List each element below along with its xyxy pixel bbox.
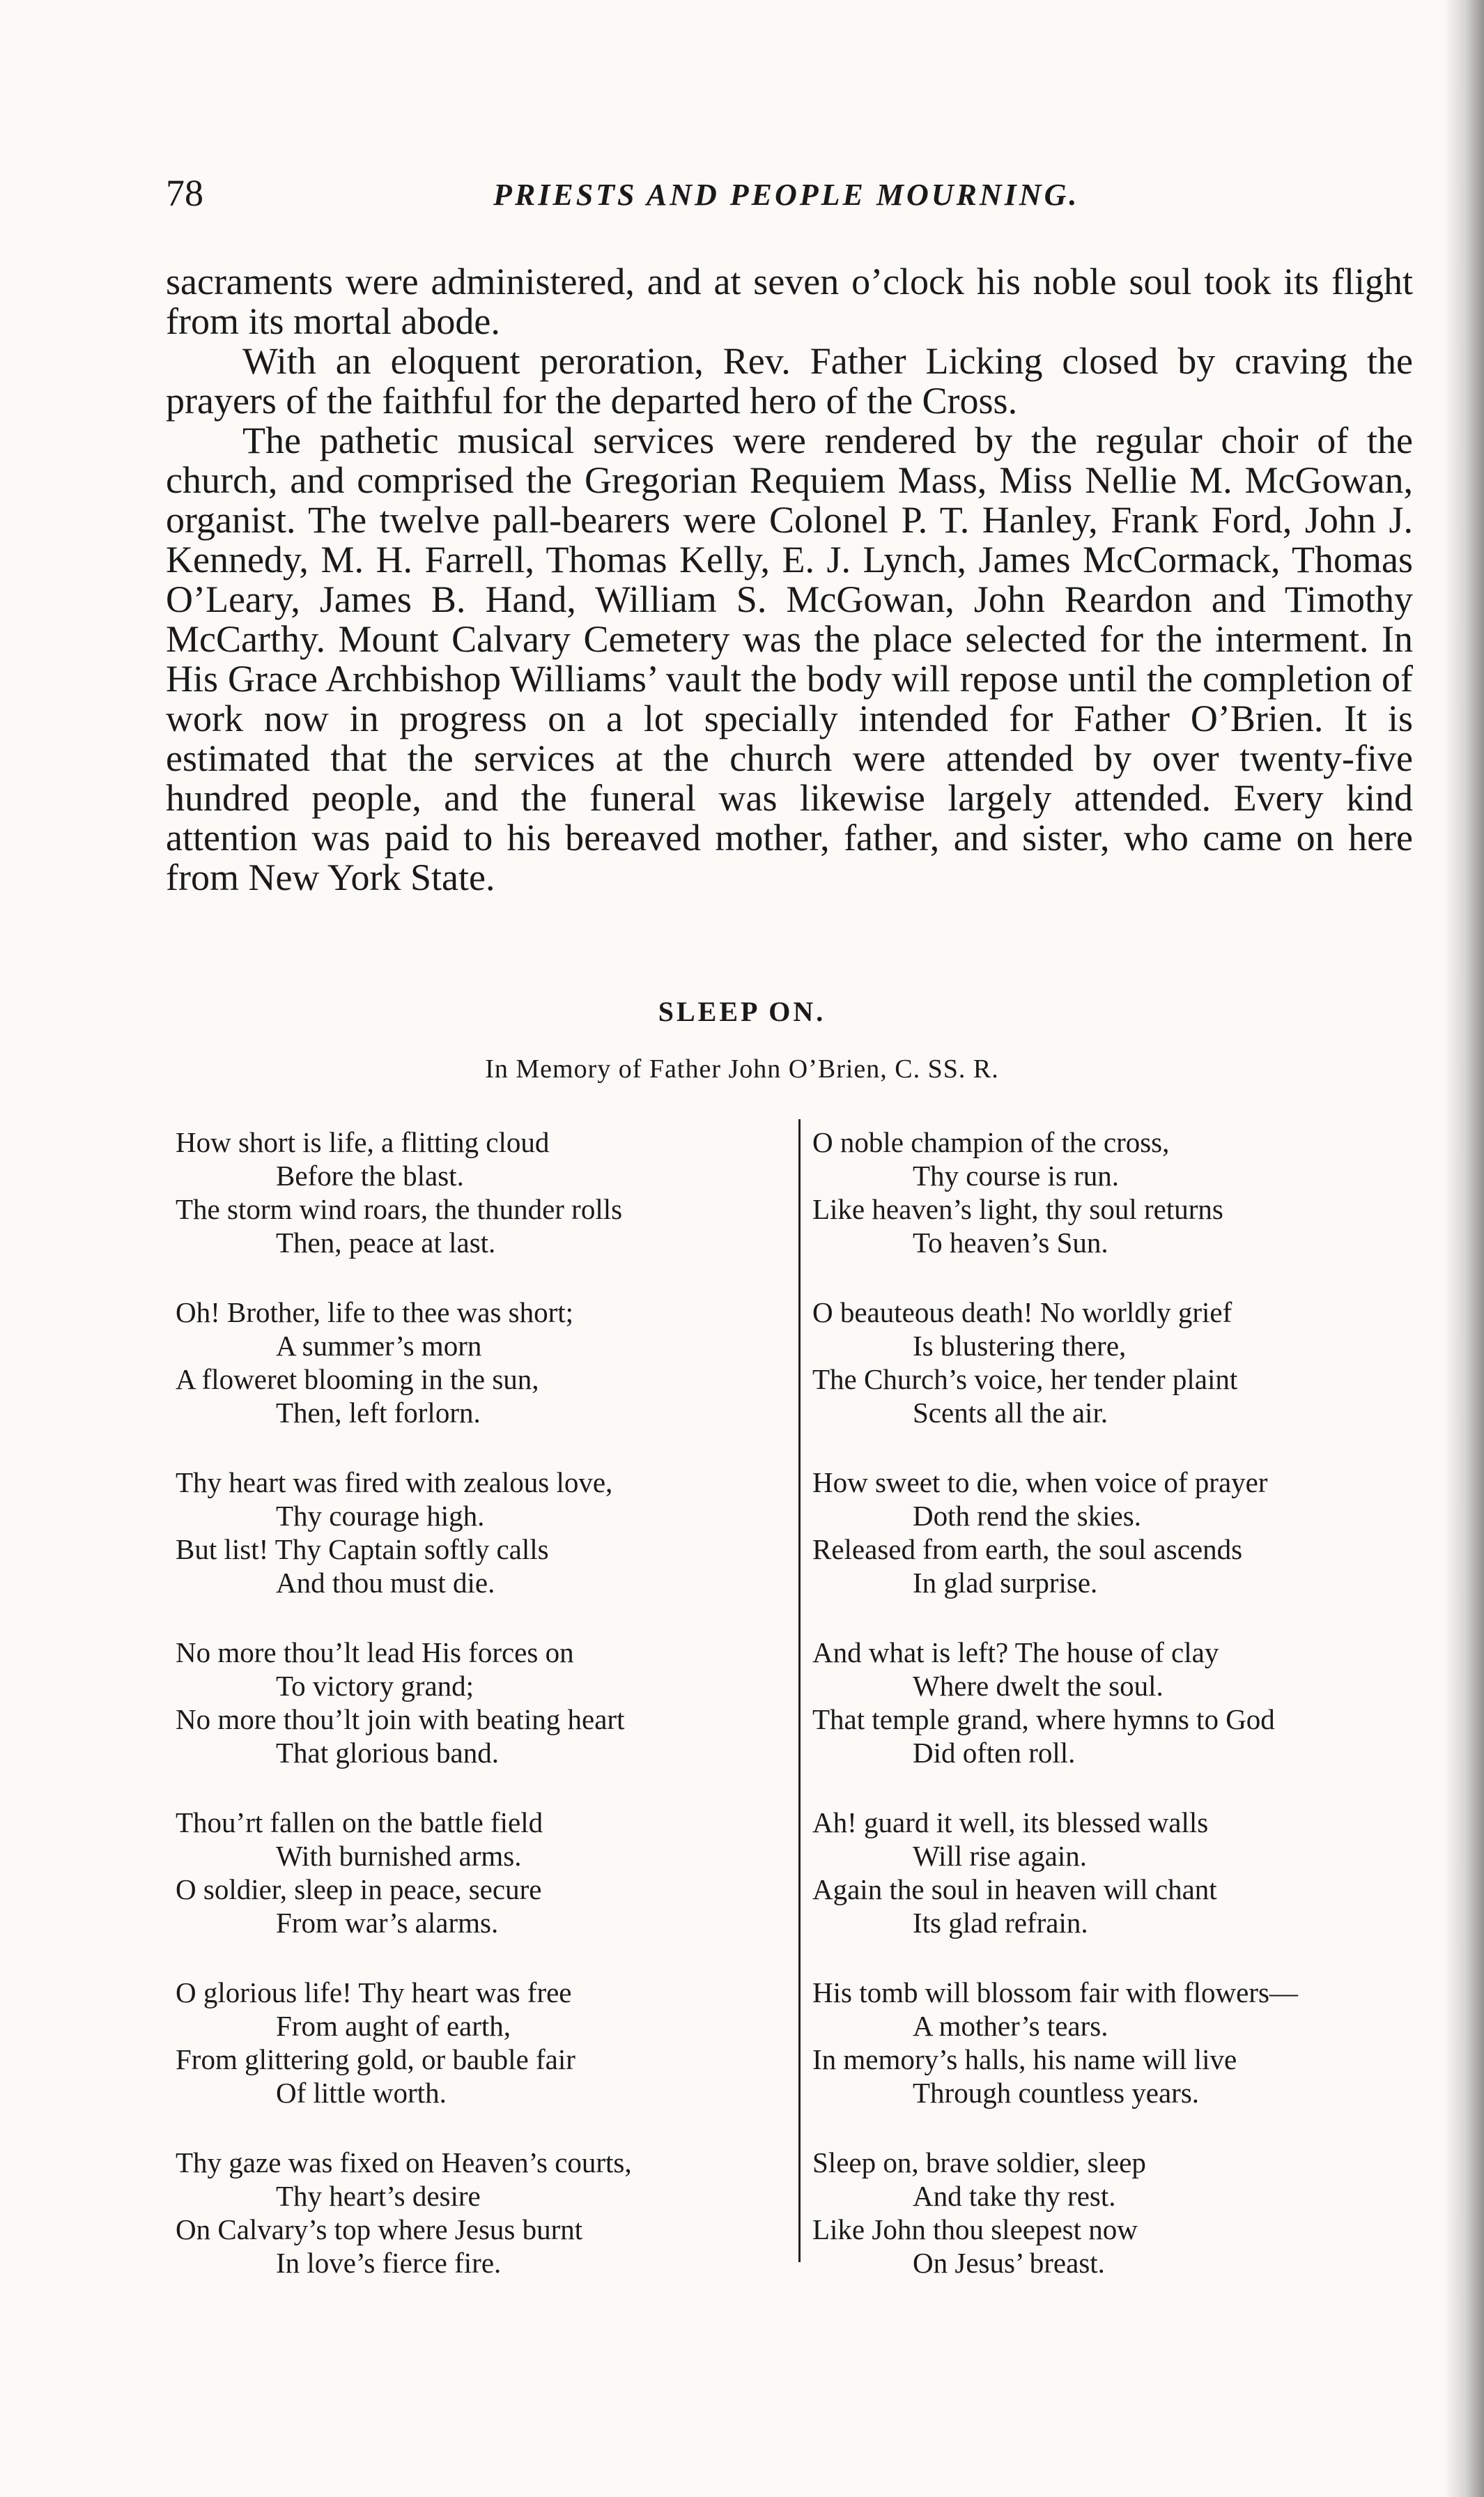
poem-line: Then, peace at last. [276, 1227, 496, 1259]
column-divider [798, 1119, 801, 2262]
poem-line: The storm wind roars, the thunder rolls [176, 1193, 623, 1225]
poem-line: Through countless years. [913, 2077, 1200, 2109]
poem-line: Thy course is run. [913, 1160, 1120, 1192]
poem-line: Oh! Brother, life to thee was short; [176, 1296, 574, 1328]
paragraph: The pathetic musical services were rendered by the regular choir of the church, and comprised the Gregorian Requiem Mass, Miss Nellie M. McGowan, organist. The twelve pall-bearers were Colonel P. T. Hanley, Frank Ford, John J. Kennedy, M. H. Farrell, Thomas Kelly, E. J. Lynch, James McCormack, Thomas O’Leary, James B. Hand, William S. McGowan, John Reardon and Timothy McCarthy. Mount Calvary Cemetery was the place selected for the interment. In His Grace Archbishop Williams’ vault the body will repose until the completion of work now in progress on a lot specially intended for Father O’Brien. It is estimated that the services at the church were attended by over twenty-five hundred people, and the funeral was likewise largely attended. Every kind attention was paid to his bereaved mother, father, and sister, who came on here from New York State. [166, 420, 1413, 898]
poem-right-column [812, 1125, 1439, 2316]
poem-line: In memory’s halls, his name will live [812, 2043, 1237, 2075]
poem-line: O soldier, sleep in peace, secure [176, 1873, 542, 1905]
poem-stanza [176, 1806, 789, 1976]
poem-line: Did often roll. [913, 1737, 1076, 1769]
poem-stanza [812, 1806, 1439, 1976]
poem-stanza [812, 1976, 1439, 2146]
running-title: PRIESTS AND PEOPLE MOURNING. [493, 178, 1080, 212]
poem-line: Doth rend the skies. [913, 1500, 1141, 1532]
poem-line: O glorious life! Thy heart was free [176, 1976, 572, 2008]
poem-line: Thou’rt fallen on the battle field [176, 1806, 543, 1838]
poem-stanza [176, 1976, 789, 2146]
poem-line: Before the blast. [276, 1160, 464, 1192]
poem-line: And take thy rest. [913, 2180, 1116, 2212]
poem-line: Its glad refrain. [913, 1907, 1088, 1939]
poem-line: O beauteous death! No worldly grief [812, 1296, 1232, 1328]
poem-line: Of little worth. [276, 2077, 447, 2109]
body-text [166, 262, 1413, 898]
poem-line: But list! Thy Captain softly calls [176, 1533, 549, 1565]
poem-subtitle: In Memory of Father John O’Brien, C. SS. R. [485, 1054, 999, 1084]
poem-line: Is blustering there, [913, 1330, 1127, 1362]
poem-stanza [176, 2146, 789, 2316]
poem-stanza [812, 2146, 1439, 2316]
poem-line: In glad surprise. [913, 1567, 1098, 1599]
poem-line: His tomb will blossom fair with flowers— [812, 1976, 1298, 2008]
paragraph: With an eloquent peroration, Rev. Father Licking closed by craving the prayers of the faithful for the departed hero of the Cross. [166, 340, 1413, 422]
poem-stanza [176, 1125, 789, 1296]
poem-stanza [812, 1466, 1439, 1636]
poem-line: On Jesus’ breast. [913, 2247, 1105, 2279]
poem-line: To victory grand; [276, 1670, 474, 1702]
page-header [166, 171, 1406, 220]
page-number: 78 [166, 172, 203, 214]
poem-line: And thou must die. [276, 1567, 495, 1599]
poem-stanza [176, 1466, 789, 1636]
poem-line: A summer’s morn [276, 1330, 482, 1362]
poem-line: Thy heart’s desire [276, 2180, 481, 2212]
poem-line: Scents all the air. [913, 1397, 1108, 1429]
poem-line: On Calvary’s top where Jesus burnt [176, 2213, 583, 2245]
poem-line: That glorious band. [276, 1737, 499, 1769]
poem-line: The Church’s voice, her tender plaint [812, 1363, 1238, 1395]
poem-line: In love’s fierce fire. [276, 2247, 502, 2279]
poem-line: To heaven’s Sun. [913, 1227, 1108, 1259]
poem-stanza [812, 1636, 1439, 1806]
poem-line: Thy gaze was fixed on Heaven’s courts, [176, 2146, 632, 2179]
poem-line: How short is life, a flitting cloud [176, 1126, 550, 1158]
poem-stanza [176, 1296, 789, 1466]
poem-line: O noble champion of the cross, [812, 1126, 1170, 1158]
poem-line: A mother’s tears. [913, 2010, 1108, 2042]
poem-line: Thy courage high. [276, 1500, 485, 1532]
poem-line: Where dwelt the soul. [913, 1670, 1164, 1702]
poem-line: A floweret blooming in the sun, [176, 1363, 539, 1395]
poem-line: From aught of earth, [276, 2010, 511, 2042]
poem-line: And what is left? The house of clay [812, 1636, 1219, 1668]
poem-line: From glittering gold, or bauble fair [176, 2043, 575, 2075]
poem-line: Will rise again. [913, 1840, 1087, 1872]
poem-line: Ah! guard it well, its blessed walls [812, 1806, 1209, 1838]
poem-line: Thy heart was fired with zealous love, [176, 1466, 613, 1498]
poem-line: With burnished arms. [276, 1840, 522, 1872]
paragraph: sacraments were administered, and at seven o’clock his noble soul took its flight from its mortal abode. [166, 261, 1413, 342]
poem-line: Again the soul in heaven will chant [812, 1873, 1217, 1905]
poem-line: Like John thou sleepest now [812, 2213, 1138, 2245]
poem-stanza [812, 1125, 1439, 1296]
poem-stanza [812, 1296, 1439, 1466]
poem-line: No more thou’lt lead His forces on [176, 1636, 574, 1668]
poem-line: Then, left forlorn. [276, 1397, 481, 1429]
poem-title: SLEEP ON. [658, 996, 826, 1027]
poem-line: No more thou’lt join with beating heart [176, 1703, 625, 1735]
poem-stanza [176, 1636, 789, 1806]
poem-line: That temple grand, where hymns to God [812, 1703, 1275, 1735]
poem-line: Released from earth, the soul ascends [812, 1533, 1243, 1565]
poem-left-column [176, 1125, 789, 2316]
poem-line: How sweet to die, when voice of prayer [812, 1466, 1268, 1498]
poem-line: Sleep on, brave soldier, sleep [812, 2146, 1146, 2179]
poem-line: From war’s alarms. [276, 1907, 499, 1939]
page-edge-shadow [1444, 0, 1484, 2497]
poem-line: Like heaven’s light, thy soul returns [812, 1193, 1223, 1225]
